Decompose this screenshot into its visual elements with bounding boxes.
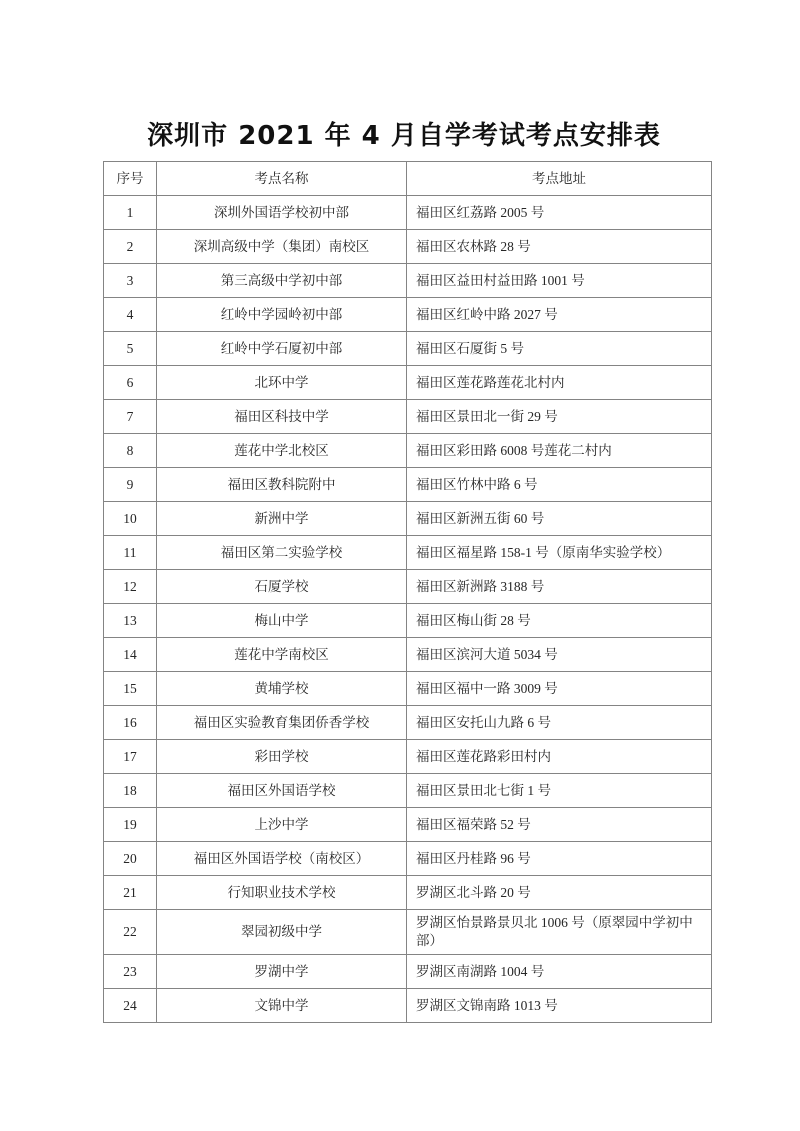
table-row (104, 808, 712, 842)
cell-site-address: 福田区安托山九路 6 号 (407, 706, 712, 740)
cell-serial-number: 3 (104, 264, 157, 298)
cell-site-address: 福田区莲花路莲花北村内 (407, 366, 712, 400)
cell-site-address: 福田区石厦街 5 号 (407, 332, 712, 366)
cell-site-address: 福田区红岭中路 2027 号 (407, 298, 712, 332)
cell-site-name: 红岭中学园岭初中部 (157, 298, 407, 332)
cell-serial-number: 18 (104, 774, 157, 808)
cell-site-address: 福田区竹林中路 6 号 (407, 468, 712, 502)
table-row (104, 332, 712, 366)
table-row (104, 230, 712, 264)
exam-site-table (103, 161, 712, 1023)
cell-site-name: 莲花中学南校区 (157, 638, 407, 672)
cell-site-name: 翠园初级中学 (157, 910, 407, 955)
cell-serial-number: 10 (104, 502, 157, 536)
cell-serial-number: 2 (104, 230, 157, 264)
table-row (104, 876, 712, 910)
table-header-row (104, 162, 712, 196)
table-row (104, 910, 712, 955)
cell-site-address: 福田区彩田路 6008 号莲花二村内 (407, 434, 712, 468)
cell-site-address: 福田区红荔路 2005 号 (407, 196, 712, 230)
cell-site-address: 福田区莲花路彩田村内 (407, 740, 712, 774)
cell-site-name: 福田区教科院附中 (157, 468, 407, 502)
cell-serial-number: 13 (104, 604, 157, 638)
table-row (104, 366, 712, 400)
cell-serial-number: 15 (104, 672, 157, 706)
cell-serial-number: 17 (104, 740, 157, 774)
cell-serial-number: 11 (104, 536, 157, 570)
cell-site-address: 福田区农林路 28 号 (407, 230, 712, 264)
table-row (104, 468, 712, 502)
cell-site-name: 黄埔学校 (157, 672, 407, 706)
header-site-name: 考点名称 (157, 162, 407, 196)
cell-site-name: 文锦中学 (157, 989, 407, 1023)
cell-site-name: 北环中学 (157, 366, 407, 400)
cell-site-name: 红岭中学石厦初中部 (157, 332, 407, 366)
cell-serial-number: 24 (104, 989, 157, 1023)
table-row (104, 638, 712, 672)
cell-serial-number: 6 (104, 366, 157, 400)
table-row (104, 706, 712, 740)
table-row (104, 196, 712, 230)
table-row (104, 570, 712, 604)
cell-site-name: 梅山中学 (157, 604, 407, 638)
table-row (104, 298, 712, 332)
table-body (104, 196, 712, 1023)
table-row (104, 740, 712, 774)
cell-site-address: 福田区景田北七街 1 号 (407, 774, 712, 808)
cell-site-address: 福田区福星路 158-1 号（原南华实验学校） (407, 536, 712, 570)
cell-site-name: 彩田学校 (157, 740, 407, 774)
cell-site-name: 石厦学校 (157, 570, 407, 604)
cell-site-name: 深圳高级中学（集团）南校区 (157, 230, 407, 264)
cell-site-address: 福田区丹桂路 96 号 (407, 842, 712, 876)
cell-site-address: 福田区梅山街 28 号 (407, 604, 712, 638)
table-row (104, 774, 712, 808)
cell-site-name: 第三高级中学初中部 (157, 264, 407, 298)
cell-site-address: 福田区新洲五街 60 号 (407, 502, 712, 536)
cell-serial-number: 19 (104, 808, 157, 842)
cell-serial-number: 21 (104, 876, 157, 910)
cell-site-name: 上沙中学 (157, 808, 407, 842)
table-row (104, 536, 712, 570)
cell-serial-number: 7 (104, 400, 157, 434)
cell-site-name: 福田区科技中学 (157, 400, 407, 434)
table-row (104, 400, 712, 434)
cell-site-address: 福田区景田北一街 29 号 (407, 400, 712, 434)
cell-site-address: 罗湖区南湖路 1004 号 (407, 955, 712, 989)
cell-serial-number: 5 (104, 332, 157, 366)
cell-site-address: 罗湖区文锦南路 1013 号 (407, 989, 712, 1023)
cell-serial-number: 22 (104, 910, 157, 955)
cell-site-name: 深圳外国语学校初中部 (157, 196, 407, 230)
table-row (104, 842, 712, 876)
cell-site-address: 罗湖区北斗路 20 号 (407, 876, 712, 910)
cell-serial-number: 23 (104, 955, 157, 989)
cell-site-address: 福田区福荣路 52 号 (407, 808, 712, 842)
table-row (104, 672, 712, 706)
cell-site-address: 罗湖区怡景路景贝北 1006 号（原翠园中学初中部） (407, 910, 712, 955)
cell-serial-number: 1 (104, 196, 157, 230)
cell-site-name: 行知职业技术学校 (157, 876, 407, 910)
cell-serial-number: 14 (104, 638, 157, 672)
cell-site-name: 莲花中学北校区 (157, 434, 407, 468)
table-row (104, 989, 712, 1023)
cell-site-name: 福田区外国语学校（南校区） (157, 842, 407, 876)
table-row (104, 604, 712, 638)
cell-site-name: 福田区实验教育集团侨香学校 (157, 706, 407, 740)
header-serial-number: 序号 (104, 162, 157, 196)
cell-serial-number: 8 (104, 434, 157, 468)
cell-site-name: 罗湖中学 (157, 955, 407, 989)
cell-serial-number: 16 (104, 706, 157, 740)
document-title: 深圳市 2021 年 4 月自学考试考点安排表 (147, 121, 661, 151)
table-row (104, 502, 712, 536)
cell-site-name: 新洲中学 (157, 502, 407, 536)
cell-site-address: 福田区滨河大道 5034 号 (407, 638, 712, 672)
table-row (104, 955, 712, 989)
header-site-address: 考点地址 (407, 162, 712, 196)
cell-serial-number: 20 (104, 842, 157, 876)
cell-site-name: 福田区第二实验学校 (157, 536, 407, 570)
cell-site-address: 福田区新洲路 3188 号 (407, 570, 712, 604)
cell-site-address: 福田区福中一路 3009 号 (407, 672, 712, 706)
table-row (104, 264, 712, 298)
table-row (104, 434, 712, 468)
cell-serial-number: 4 (104, 298, 157, 332)
cell-site-name: 福田区外国语学校 (157, 774, 407, 808)
cell-serial-number: 9 (104, 468, 157, 502)
cell-serial-number: 12 (104, 570, 157, 604)
cell-site-address: 福田区益田村益田路 1001 号 (407, 264, 712, 298)
